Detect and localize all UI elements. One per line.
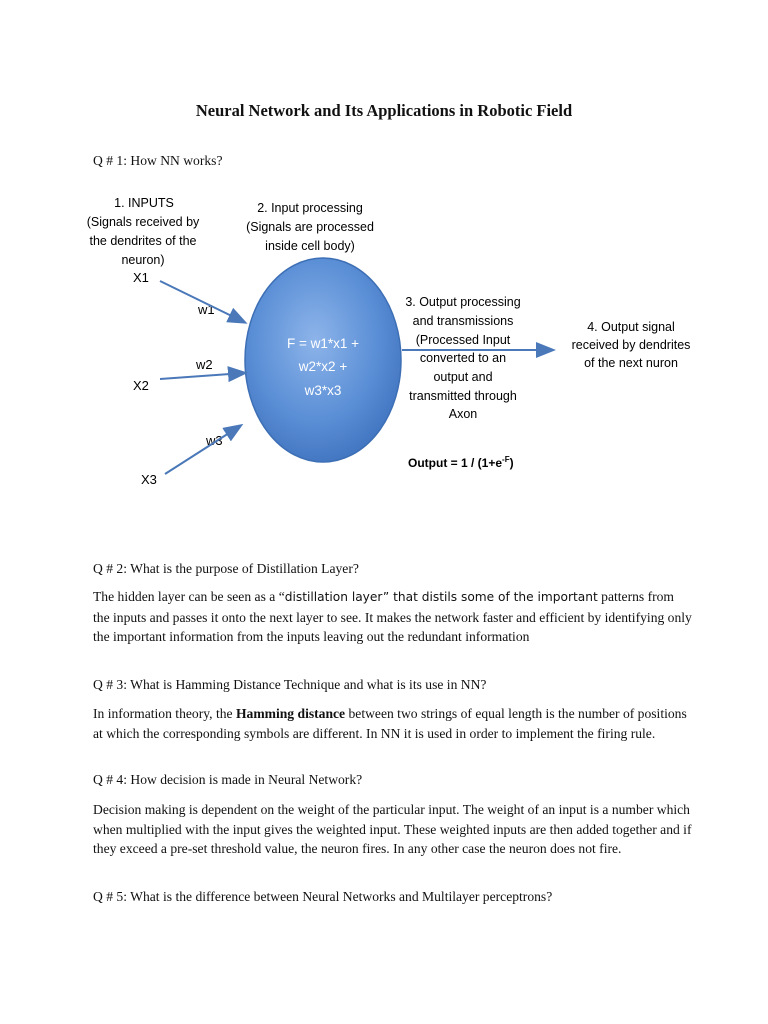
output-proc-3: (Processed Input — [415, 333, 511, 347]
formula-line-3: w3*x3 — [304, 383, 342, 398]
answer-2-part-a: The hidden layer can be seen as a “ — [93, 589, 285, 604]
inputs-label-1: 1. INPUTS — [114, 196, 174, 210]
processing-label-3: inside cell body) — [265, 239, 355, 253]
output-proc-6: transmitted through — [409, 389, 517, 403]
answer-3 — [93, 704, 693, 743]
output-signal-1: 4. Output signal — [587, 320, 675, 334]
formula-line-1: F = w1*x1 + — [286, 336, 360, 351]
input-x3: X3 — [141, 472, 157, 487]
inputs-label-2: (Signals received by — [86, 215, 200, 229]
output-formula-exponent: -F — [502, 455, 510, 464]
arrow-x2 — [160, 373, 244, 379]
output-proc-4: converted to an — [419, 351, 507, 365]
inputs-label-4: neuron) — [121, 253, 165, 267]
weight-w3: w3 — [206, 433, 223, 448]
output-proc-2: and transmissions — [412, 314, 514, 328]
output-signal-2: received by dendrites — [571, 338, 691, 352]
question-1: Q # 1: How NN works? — [93, 153, 223, 168]
answer-3-part-a: In information theory, the — [93, 706, 236, 721]
output-proc-1: 3. Output processing — [405, 295, 521, 309]
output-proc-7: Axon — [448, 407, 478, 421]
answer-3-term: Hamming distance — [235, 706, 346, 721]
processing-label-2: (Signals are processed — [246, 220, 374, 234]
question-3: Q # 3: What is Hamming Distance Technique and what is its use in NN? — [93, 677, 487, 692]
question-5: Q # 5: What is the difference between Neural Networks and Multilayer perceptrons? — [93, 889, 553, 904]
inputs-label-3: the dendrites of the — [89, 234, 197, 248]
processing-label-1: 2. Input processing — [257, 201, 363, 215]
answer-4: Decision making is dependent on the weight of the particular input. The weight of an input is a number which when multiplied with the input gives the weighted input. These weighted inputs are then added together and if they exceed a pre-set threshold value, the neuron fires. In any other case the neuron does not fire. — [93, 802, 692, 857]
answer-2-term: distillation layer — [284, 590, 383, 604]
answer-2-part-c: ” that distils some of the important — [382, 590, 598, 604]
document-title: Neural Network and Its Applications in Robotic Field — [195, 101, 573, 120]
weight-w2: w2 — [196, 357, 213, 372]
answer-2-part-d: patterns from the inputs and passes it onto the next layer to see. It makes the network faster and efficient by identifying only the important information from the inputs leaving out the redundant information — [93, 589, 692, 645]
formula-line-2: w2*x2 + — [298, 359, 348, 374]
output-formula-main: Output = 1 / (1+e — [408, 456, 503, 470]
output-proc-5: output and — [433, 370, 493, 384]
output-formula — [408, 455, 514, 470]
question-4: Q # 4: How decision is made in Neural Network? — [93, 772, 363, 787]
output-formula-end: ) — [509, 456, 514, 470]
answer-3-part-b: between two strings of equal length is the number of positions at which the corresponding symbols are different. In NN it is used in order to implement the firing rule. — [93, 706, 687, 741]
arrow-x3 — [165, 426, 240, 474]
answer-2 — [93, 587, 693, 647]
weight-w1: w1 — [198, 302, 215, 317]
question-2: Q # 2: What is the purpose of Distillation Layer? — [93, 561, 359, 576]
input-x2: X2 — [133, 378, 149, 393]
input-x1: X1 — [133, 270, 149, 285]
output-signal-3: of the next nuron — [584, 356, 678, 370]
